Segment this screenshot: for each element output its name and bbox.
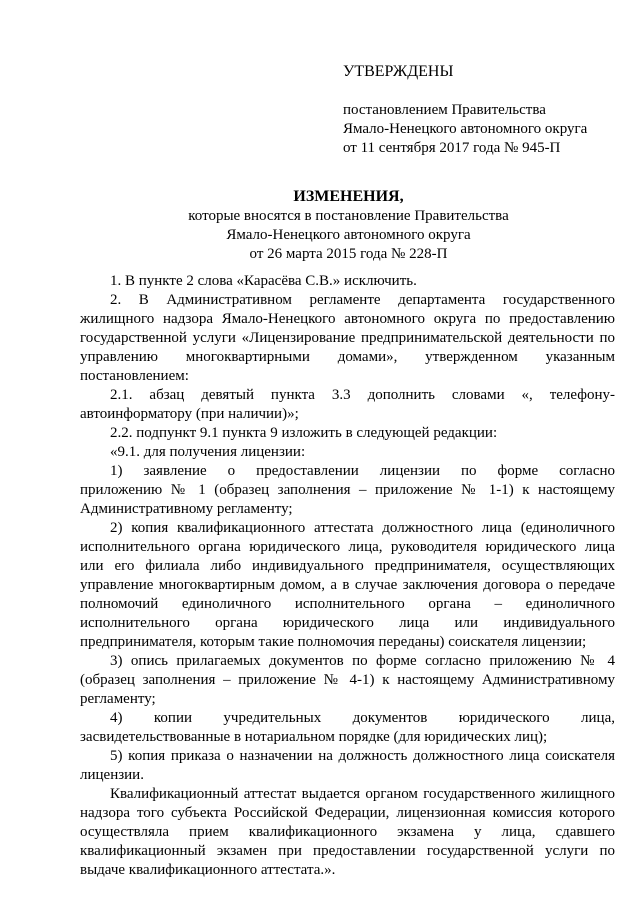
paragraph-line: предпринимателя, которым такие полномочия переданы) соискателя лицензии; <box>80 634 587 650</box>
paragraph <box>80 652 615 709</box>
approval-block <box>343 62 623 158</box>
paragraph-line: 1) заявление о предоставлении лицензии по форме согласно <box>110 463 615 479</box>
paragraph-line: автоинформатору (при наличии)»; <box>80 406 299 422</box>
document-subtitle-line: которые вносятся в постановление Правительства <box>188 208 509 224</box>
paragraph-line: выдаче квалификационного аттестата.». <box>80 862 336 878</box>
paragraph-line: 5) копия приказа о назначении на должность должностного лица соискателя <box>110 748 615 764</box>
paragraph <box>80 519 615 652</box>
paragraph <box>80 291 615 386</box>
paragraph <box>80 424 615 443</box>
paragraph <box>80 272 615 291</box>
paragraph-line: 1. В пункте 2 слова «Карасёва С.В.» исключить. <box>110 273 417 289</box>
paragraph-line: (образец заполнения – приложение № 4-1) к настоящему Административному <box>80 672 615 688</box>
document-body <box>80 272 615 880</box>
paragraph <box>80 785 615 880</box>
paragraph-line: 3) опись прилагаемых документов по форме согласно приложению № 4 <box>110 653 615 669</box>
paragraph-line: жилищного надзора Ямало-Ненецкого автономного округа по предоставлению <box>80 311 615 327</box>
approval-title: УТВЕРЖДЕНЫ <box>343 63 454 80</box>
paragraph <box>80 386 615 424</box>
paragraph-line: или его филиала либо индивидуального предпринимателя, осуществляющих <box>80 558 615 574</box>
paragraph <box>80 462 615 519</box>
paragraph <box>80 709 615 747</box>
approval-line: Ямало-Ненецкого автономного округа <box>343 121 588 137</box>
document-title: ИЗМЕНЕНИЯ, <box>293 188 404 205</box>
paragraph-line: управлению многоквартирными домами», утвержденном указанным <box>80 349 615 365</box>
paragraph-line: 2.1. абзац девятый пункта 3.3 дополнить словами «, телефону- <box>110 387 615 403</box>
paragraph-line: 2.2. подпункт 9.1 пункта 9 изложить в следующей редакции: <box>110 425 498 441</box>
paragraph-line: Квалификационный аттестат выдается органом государственного жилищного <box>110 786 615 802</box>
paragraph-line: государственной услуги «Лицензирование предпринимательской деятельности по <box>80 330 615 346</box>
paragraph-line: приложению № 1 (образец заполнения – приложение № 1-1) к настоящему <box>80 482 615 498</box>
paragraph-line: Административному регламенту; <box>80 501 293 517</box>
paragraph <box>80 747 615 785</box>
document-heading <box>0 187 640 264</box>
paragraph-line: полномочий единоличного исполнительного органа – единоличного <box>80 596 615 612</box>
approval-line: постановлением Правительства <box>343 102 546 118</box>
paragraph-line: постановлением: <box>80 368 189 384</box>
paragraph-line: регламенту; <box>80 691 156 707</box>
document-subtitle-line: Ямало-Ненецкого автономного округа <box>226 227 471 243</box>
paragraph-line: 4) копии учредительных документов юридического лица, <box>110 710 615 726</box>
paragraph-line: исполнительного органа юридического лица или индивидуального <box>80 615 615 631</box>
paragraph-line: управление многоквартирным домом, а в случае заключения договора о передаче <box>80 577 615 593</box>
paragraph-line: надзора того субъекта Российской Федерации, лицензионная комиссия которого <box>80 805 615 821</box>
paragraph-line: лицензии. <box>80 767 144 783</box>
document-subtitle-line: от 26 марта 2015 года № 228-П <box>249 246 448 262</box>
paragraph-line: исполнительного органа юридического лица, руководителя юридического лица <box>80 539 615 555</box>
paragraph-line: засвидетельствованные в нотариальном порядке (для юридических лиц); <box>80 729 548 745</box>
paragraph-line: квалификационный экзамен при предоставлении государственной услуги по <box>80 843 615 859</box>
paragraph-line: «9.1. для получения лицензии: <box>110 444 306 460</box>
paragraph-line: 2) копия квалификационного аттестата должностного лица (единоличного <box>110 520 615 536</box>
paragraph-line: осуществляла прием квалификационного экзамена у лица, сдавшего <box>80 824 615 840</box>
paragraph-line: 2. В Административном регламенте департамента государственного <box>110 292 615 308</box>
approval-line: от 11 сентября 2017 года № 945-П <box>343 140 561 156</box>
paragraph <box>80 443 615 462</box>
